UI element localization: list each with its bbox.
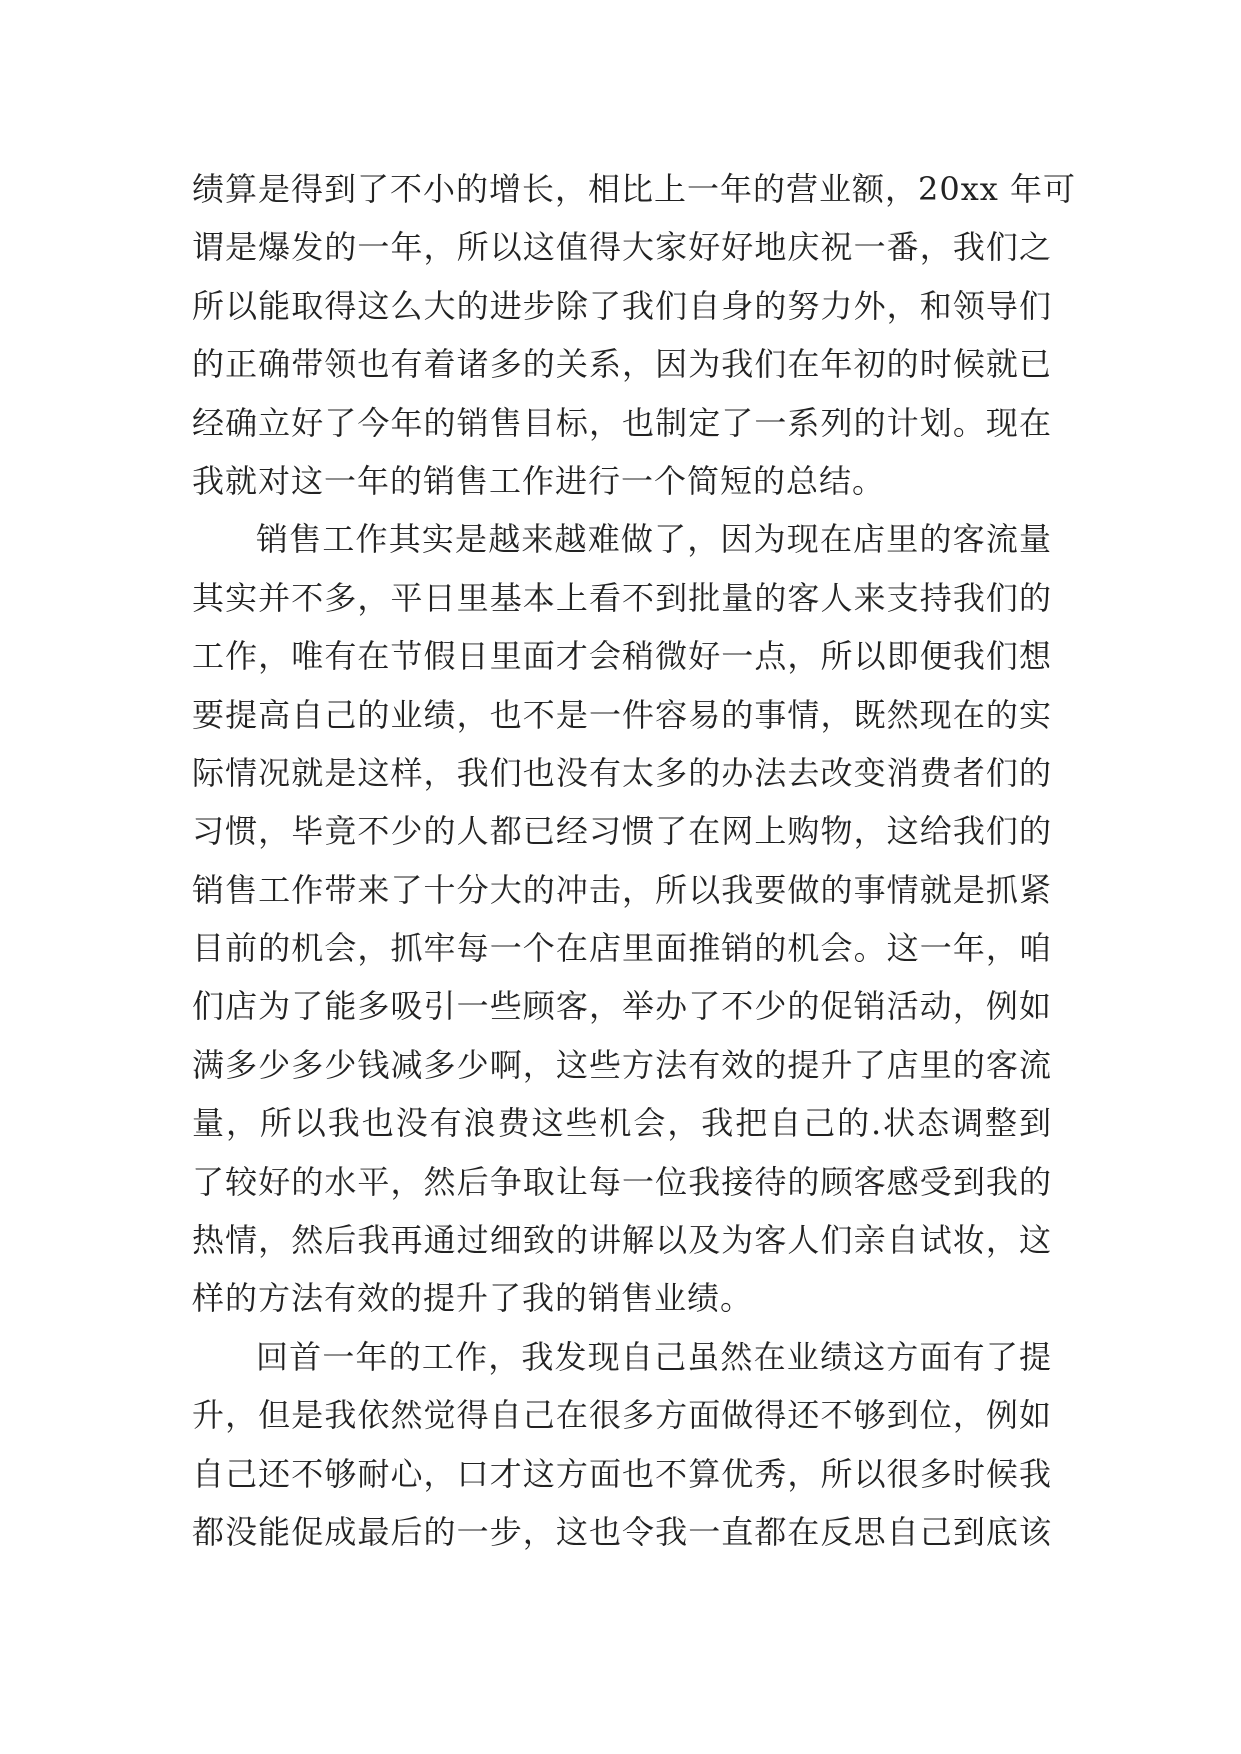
text-line: 要提高自己的业绩，也不是一件容易的事情，既然现在的实 xyxy=(192,695,1052,734)
paragraph-3 xyxy=(192,1328,1052,1562)
text-line: 自己还不够耐心，口才这方面也不算优秀，所以很多时候我 xyxy=(192,1454,1052,1493)
text-line: 样的方法有效的提升了我的销售业绩。 xyxy=(192,1279,754,1318)
text-line: 际情况就是这样，我们也没有太多的办法去改变消费者们的 xyxy=(192,753,1052,792)
text-line: 都没能促成最后的一步，这也令我一直都在反思自己到底该 xyxy=(192,1512,1052,1551)
text-line: 目前的机会，抓牢每一个在店里面推销的机会。这一年，咱 xyxy=(192,929,1052,968)
text-line: 工作，唯有在节假日里面才会稍微好一点，所以即便我们想 xyxy=(192,637,1052,676)
text-line: 的正确带领也有着诸多的关系，因为我们在年初的时候就已 xyxy=(192,345,1052,384)
text-line: 所以能取得这么大的进步除了我们自身的努力外，和领导们 xyxy=(192,286,1052,325)
text-line: 销售工作带来了十分大的冲击，所以我要做的事情就是抓紧 xyxy=(192,870,1052,909)
text-line: 满多少多少钱减多少啊，这些方法有效的提升了店里的客流 xyxy=(192,1045,1052,1084)
text-line: 们店为了能多吸引一些顾客，举办了不少的促销活动，例如 xyxy=(192,987,1052,1026)
text-line: 了较好的水平，然后争取让每一位我接待的顾客感受到我的 xyxy=(192,1162,1052,1201)
paragraph-2 xyxy=(192,510,1052,1327)
text-line: 销售工作其实是越来越难做了，因为现在店里的客流量 xyxy=(256,520,1052,559)
text-line: 绩算是得到了不小的增长，相比上一年的营业额，20xx 年可 xyxy=(192,170,1076,208)
text-line: 回首一年的工作，我发现自己虽然在业绩这方面有了提 xyxy=(256,1337,1052,1376)
text-line: 习惯，毕竟不少的人都已经习惯了在网上购物，这给我们的 xyxy=(192,812,1052,851)
text-line: 量，所以我也没有浪费这些机会，我把自己的.状态调整到 xyxy=(192,1104,1052,1143)
paragraph-1 xyxy=(192,160,1076,510)
text-line: 谓是爆发的一年，所以这值得大家好好地庆祝一番，我们之 xyxy=(192,228,1052,267)
body-text xyxy=(192,160,1076,1561)
text-line: 我就对这一年的销售工作进行一个简短的总结。 xyxy=(192,461,886,500)
text-line: 热情，然后我再通过细致的讲解以及为客人们亲自试妆，这 xyxy=(192,1221,1052,1260)
text-line: 经确立好了今年的销售目标，也制定了一系列的计划。现在 xyxy=(192,403,1052,442)
text-line: 其实并不多，平日里基本上看不到批量的客人来支持我们的 xyxy=(192,578,1052,617)
text-line: 升，但是我依然觉得自己在很多方面做得还不够到位，例如 xyxy=(192,1396,1052,1435)
